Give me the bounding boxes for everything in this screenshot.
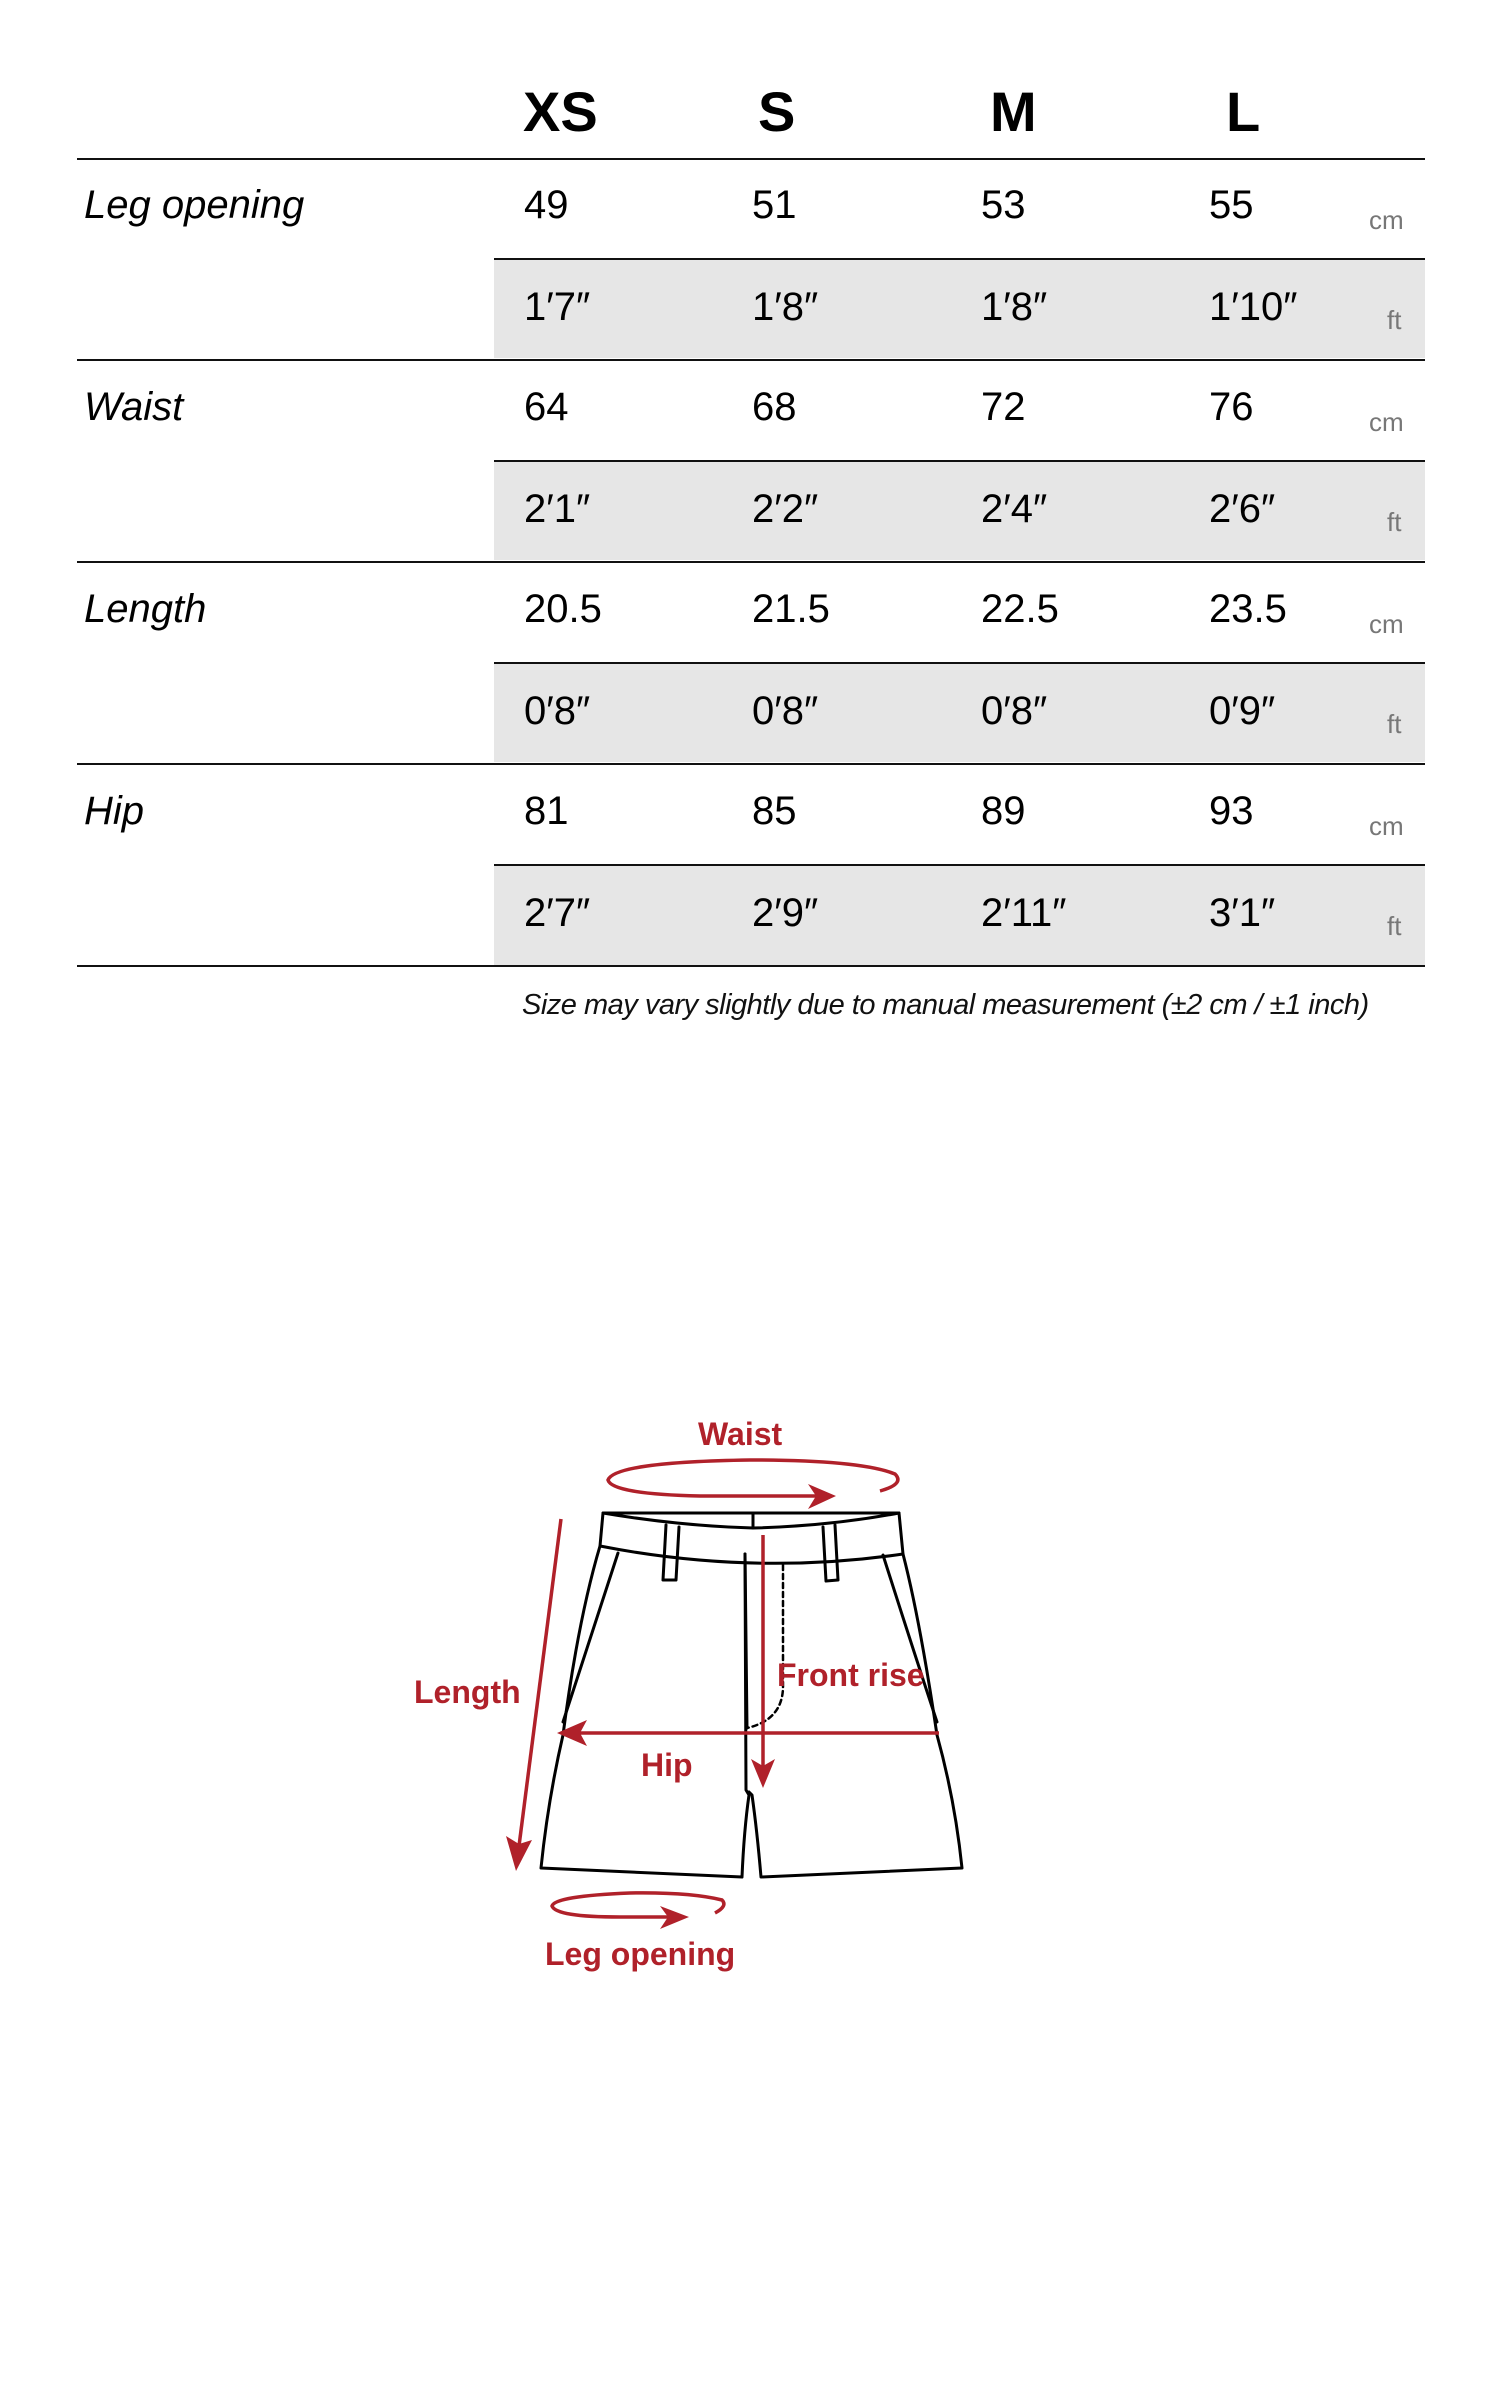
size-header-xs: XS (523, 80, 598, 143)
cell-cm: 72 (981, 385, 1026, 429)
cell-cm: 53 (981, 183, 1026, 227)
diagram-label-front-rise: Front rise (777, 1657, 925, 1693)
cell-ft: 1′8″ (752, 285, 819, 329)
cell-cm: 20.5 (524, 587, 602, 631)
unit-ft: ft (1387, 305, 1402, 335)
diagram-label-waist: Waist (698, 1416, 783, 1452)
cell-ft: 2′4″ (981, 487, 1048, 531)
leg-opening-arrow-icon (552, 1893, 724, 1917)
row-label: Hip (84, 789, 145, 833)
cell-cm: 23.5 (1209, 587, 1287, 631)
unit-ft: ft (1387, 507, 1402, 537)
cell-cm: 51 (752, 183, 797, 227)
cell-cm: 85 (752, 789, 797, 833)
cell-ft: 0′8″ (524, 689, 591, 733)
unit-cm: cm (1369, 811, 1404, 841)
cell-ft: 2′2″ (752, 487, 819, 531)
cell-ft: 1′10″ (1209, 285, 1298, 329)
cell-cm: 64 (524, 385, 569, 429)
cell-ft: 0′8″ (752, 689, 819, 733)
shorts-outline-icon (541, 1513, 962, 1877)
row-label: Waist (84, 385, 184, 429)
size-header-s: S (758, 80, 796, 143)
cell-ft: 2′7″ (524, 891, 591, 935)
cell-cm: 49 (524, 183, 569, 227)
cell-ft: 2′11″ (981, 891, 1067, 935)
cell-ft: 0′9″ (1209, 689, 1276, 733)
row-label: Length (84, 587, 207, 631)
unit-ft: ft (1387, 911, 1402, 941)
diagram-label-leg-opening: Leg opening (545, 1936, 736, 1972)
cell-ft: 0′8″ (981, 689, 1048, 733)
cell-cm: 55 (1209, 183, 1254, 227)
measurement-note: Size may vary slightly due to manual measurement (±2 cm / ±1 inch) (522, 989, 1369, 1021)
cell-ft: 2′9″ (752, 891, 819, 935)
size-header-l: L (1226, 80, 1261, 143)
cell-ft: 3′1″ (1209, 891, 1276, 935)
unit-ft: ft (1387, 709, 1402, 739)
cell-cm: 68 (752, 385, 797, 429)
cell-cm: 21.5 (752, 587, 830, 631)
cell-ft: 2′1″ (524, 487, 591, 531)
cell-cm: 81 (524, 789, 569, 833)
unit-cm: cm (1369, 205, 1404, 235)
diagram-label-length: Length (414, 1674, 521, 1710)
unit-cm: cm (1369, 609, 1404, 639)
cell-cm: 93 (1209, 789, 1254, 833)
cell-cm: 22.5 (981, 587, 1059, 631)
cell-ft: 1′7″ (524, 285, 591, 329)
waist-arrow-icon (608, 1460, 898, 1496)
length-arrow-icon (519, 1519, 561, 1846)
unit-cm: cm (1369, 407, 1404, 437)
cell-cm: 89 (981, 789, 1026, 833)
cell-ft: 1′8″ (981, 285, 1048, 329)
size-header-m: M (990, 80, 1037, 143)
diagram-label-hip: Hip (641, 1747, 693, 1783)
row-label: Leg opening (84, 183, 305, 227)
cell-ft: 2′6″ (1209, 487, 1276, 531)
cell-cm: 76 (1209, 385, 1254, 429)
